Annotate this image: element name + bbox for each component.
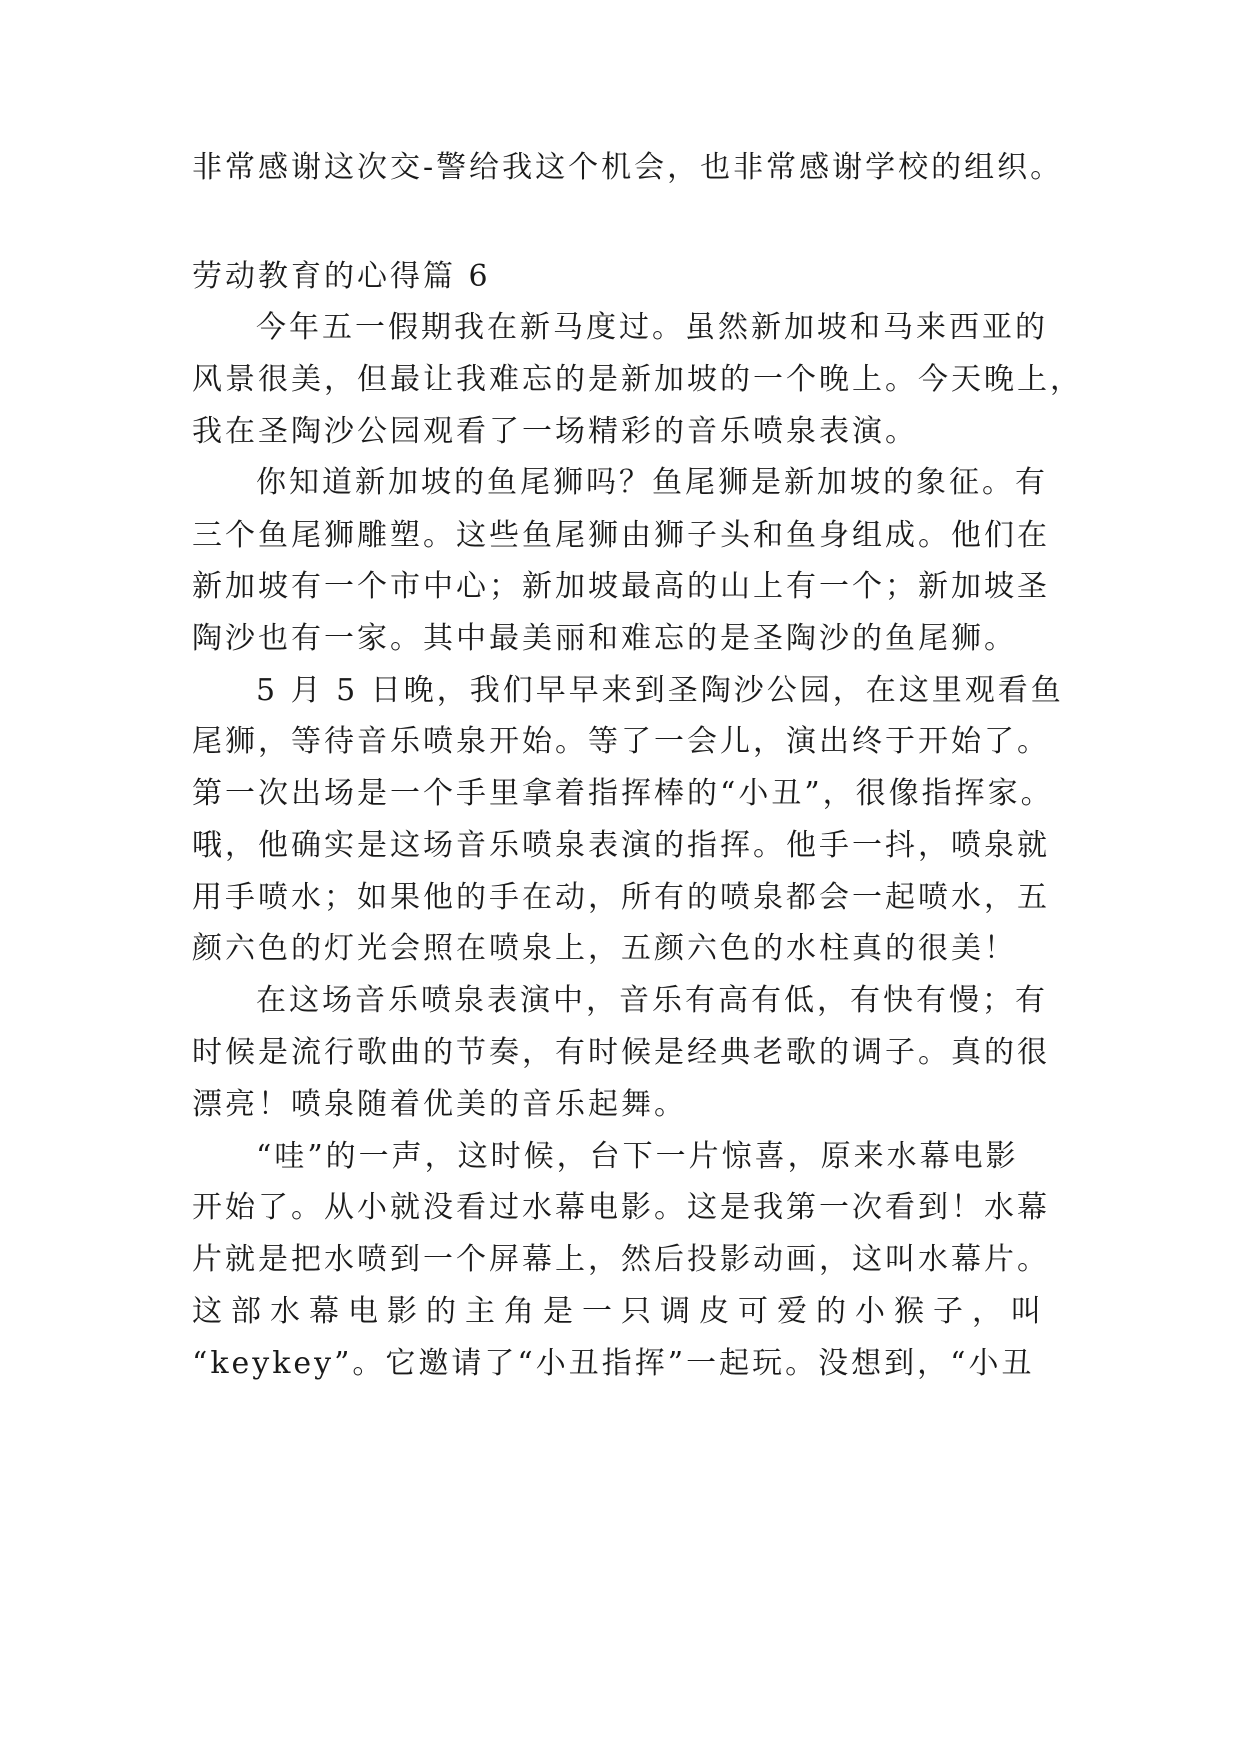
paragraph-3-line-1: 5 月 5 日晚，我们早早来到圣陶沙公园，在这里观看鱼: [256, 673, 1064, 708]
paragraph-5-line-3: 片就是把水喷到一个屏幕上，然后投影动画，这叫水幕片。: [192, 1242, 1050, 1277]
paragraph-4-line-1: 在这场音乐喷泉表演中，音乐有高有低，有快有慢；有: [256, 983, 1048, 1018]
paragraph-5-line-2: 开始了。从小就没看过水幕电影。这是我第一次看到！水幕: [192, 1190, 1050, 1225]
paragraph-3-line-5: 用手喷水；如果他的手在动，所有的喷泉都会一起喷水，五: [192, 880, 1050, 915]
intro-line: 非常感谢这次交-警给我这个机会，也非常感谢学校的组织。: [192, 150, 1064, 185]
paragraph-5-line-1: “哇”的一声，这时候，台下一片惊喜，原来水幕电影: [256, 1139, 1019, 1174]
paragraph-3-line-4: 哦，他确实是这场音乐喷泉表演的指挥。他手一抖，喷泉就: [192, 828, 1050, 863]
paragraph-5-line-5: “keykey”。它邀请了“小丑指挥”一起玩。没想到，“小丑: [192, 1346, 1035, 1381]
paragraph-1-line-3: 我在圣陶沙公园观看了一场精彩的音乐喷泉表演。: [192, 414, 918, 449]
paragraph-3-line-3: 第一次出场是一个手里拿着指挥棒的“小丑”，很像指挥家。: [192, 776, 1054, 811]
paragraph-3-line-2: 尾狮，等待音乐喷泉开始。等了一会儿，演出终于开始了。: [192, 724, 1050, 759]
paragraph-2-line-2: 三个鱼尾狮雕塑。这些鱼尾狮由狮子头和鱼身组成。他们在: [192, 518, 1050, 553]
paragraph-4-line-2: 时候是流行歌曲的节奏，有时候是经典老歌的调子。真的很: [192, 1035, 1050, 1070]
paragraph-1-line-2: 风景很美，但最让我难忘的是新加坡的一个晚上。今天晚上，: [192, 362, 1083, 397]
paragraph-5-line-4: 这部水幕电影的主角是一只调皮可爱的小猴子，叫: [192, 1294, 1050, 1329]
paragraph-4-line-3: 漂亮！喷泉随着优美的音乐起舞。: [192, 1087, 687, 1122]
paragraph-2-line-3: 新加坡有一个市中心；新加坡最高的山上有一个；新加坡圣: [192, 569, 1050, 604]
paragraph-3-line-6: 颜六色的灯光会照在喷泉上，五颜六色的水柱真的很美！: [192, 931, 1017, 966]
paragraph-2-line-4: 陶沙也有一家。其中最美丽和难忘的是圣陶沙的鱼尾狮。: [192, 621, 1017, 656]
paragraph-1-line-1: 今年五一假期我在新马度过。虽然新加坡和马来西亚的: [256, 310, 1048, 345]
section-title: 劳动教育的心得篇 6: [192, 259, 491, 294]
paragraph-2-line-1: 你知道新加坡的鱼尾狮吗？鱼尾狮是新加坡的象征。有: [256, 465, 1048, 500]
